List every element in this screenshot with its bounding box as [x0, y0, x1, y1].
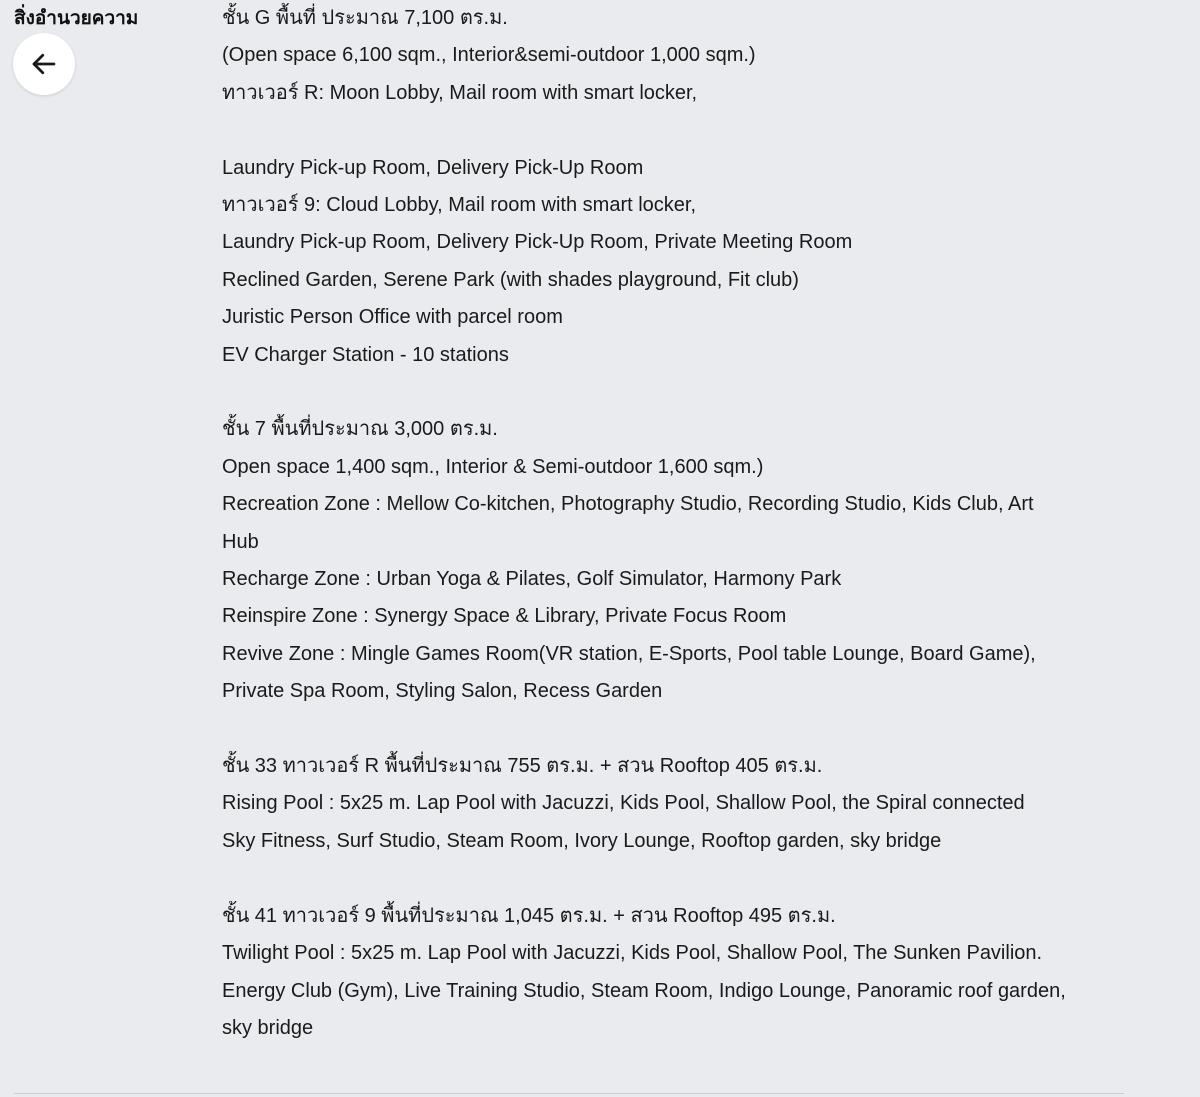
text-line: Sky Fitness, Surf Studio, Steam Room, Ivory Lounge, Rooftop garden, sky bridge — [222, 829, 942, 852]
blank-line — [222, 860, 1122, 897]
back-button[interactable] — [13, 33, 75, 95]
text-line: ทาวเวอร์ 9: Cloud Lobby, Mail room with smart locker, — [222, 194, 697, 217]
text-line: Recreation Zone : Mellow Co-kitchen, Photography Studio, Recording Studio, Kids Club, Art — [222, 493, 1034, 516]
blank-line — [222, 711, 1122, 748]
text-line: Open space 1,400 sqm., Interior & Semi-outdoor 1,600 sqm.) — [222, 455, 764, 478]
text-line: Energy Club (Gym), Live Training Studio, Steam Room, Indigo Lounge, Panoramic roof garden, — [222, 979, 1066, 1002]
text-line: ทาวเวอร์ R: Moon Lobby, Mail room with smart locker, — [222, 81, 698, 104]
text-line: ชั้น 33 ทาวเวอร์ R พื้นที่ประมาณ 755 ตร.ม. + สวน Rooftop 405 ตร.ม. — [222, 755, 823, 778]
text-line: Revive Zone : Mingle Games Room(VR station, E-Sports, Pool table Lounge, Board Game), — [222, 642, 1036, 665]
text-line: Reclined Garden, Serene Park (with shades playground, Fit club) — [222, 268, 799, 291]
text-line: EV Charger Station - 10 stations — [222, 343, 509, 366]
text-line: ชั้น 41 ทาวเวอร์ 9 พื้นที่ประมาณ 1,045 ตร.ม. + สวน Rooftop 495 ตร.ม. — [222, 904, 836, 927]
text-line: Laundry Pick-up Room, Delivery Pick-Up Room, Private Meeting Room — [222, 231, 853, 254]
section-label: สิ่งอำนวยความ — [14, 8, 139, 29]
text-line: ชั้น G พื้นที่ ประมาณ 7,100 ตร.ม. — [222, 7, 508, 29]
amenities-description — [222, 0, 1122, 1047]
text-line: Private Spa Room, Styling Salon, Recess Garden — [222, 680, 663, 703]
text-line: (Open space 6,100 sqm., Interior&semi-outdoor 1,000 sqm.) — [222, 44, 756, 67]
text-line: Twilight Pool : 5x25 m. Lap Pool with Jacuzzi, Kids Pool, Shallow Pool, The Sunken Pavilion. — [222, 942, 1043, 965]
blank-line — [222, 112, 1122, 149]
text-line: Laundry Pick-up Room, Delivery Pick-Up Room — [222, 156, 644, 179]
text-line: Reinspire Zone : Synergy Space & Library, Private Focus Room — [222, 605, 787, 628]
arrow-left-icon — [29, 49, 59, 79]
bottom-divider — [14, 1093, 1124, 1094]
text-line: ชั้น 7 พื้นที่ประมาณ 3,000 ตร.ม. — [222, 418, 498, 441]
text-line: sky bridge — [222, 1016, 314, 1039]
text-line: Recharge Zone : Urban Yoga & Pilates, Golf Simulator, Harmony Park — [222, 568, 842, 591]
text-line: Hub — [222, 530, 259, 553]
text-line: Rising Pool : 5x25 m. Lap Pool with Jacuzzi, Kids Pool, Shallow Pool, the Spiral connected — [222, 792, 1025, 815]
blank-line — [222, 374, 1122, 411]
text-line: Juristic Person Office with parcel room — [222, 306, 563, 329]
